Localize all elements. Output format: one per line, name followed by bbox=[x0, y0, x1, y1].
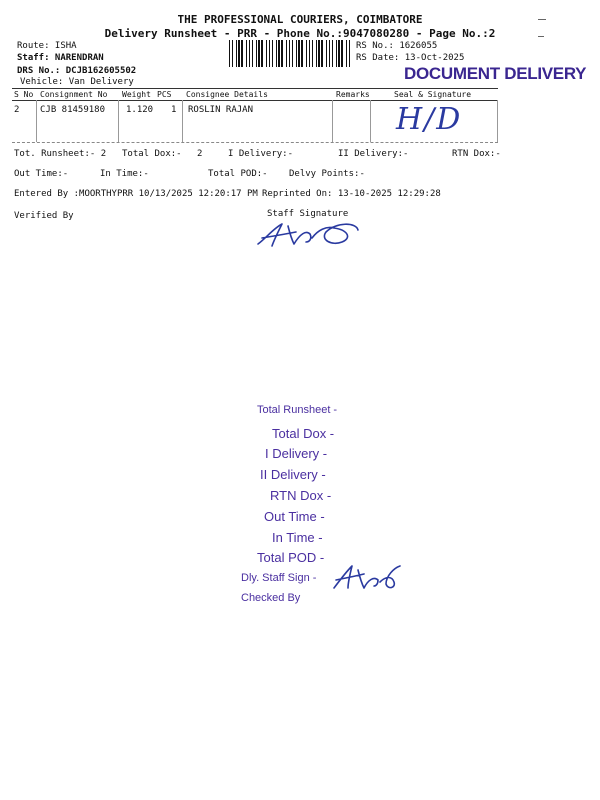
runsheet-title: Delivery Runsheet - PRR - Phone No.:9047080280 - Page No.:2 bbox=[104, 27, 496, 40]
stamp-total-dox: Total Dox - bbox=[272, 426, 335, 441]
barcode-bar bbox=[301, 40, 303, 67]
route: Route: ISHA bbox=[17, 41, 77, 51]
ii-delivery: II Delivery:- bbox=[338, 149, 409, 159]
verified-by: Verified By bbox=[14, 211, 74, 221]
delvy-points: Delvy Points:- bbox=[289, 169, 365, 179]
barcode-bar bbox=[249, 40, 250, 67]
barcode-bar bbox=[246, 40, 247, 67]
col-header-remarks: Remarks bbox=[336, 90, 370, 99]
in-time: In Time:- bbox=[100, 169, 149, 179]
stamp-total-runsheet: Total Runsheet - bbox=[257, 404, 338, 416]
col-header-weight: Weight bbox=[122, 90, 151, 99]
barcode-bar bbox=[272, 40, 273, 67]
rs-date: RS Date: 13-Oct-2025 bbox=[356, 53, 465, 63]
i-delivery: I Delivery:- bbox=[228, 149, 294, 159]
table-bottom-rule bbox=[12, 142, 498, 143]
col-divider bbox=[332, 100, 333, 142]
vehicle: Vehicle: Van Delivery bbox=[20, 77, 134, 87]
barcode-bar bbox=[336, 40, 337, 67]
col-divider bbox=[36, 100, 37, 142]
company-name: THE PROFESSIONAL COURIERS, COIMBATORE bbox=[177, 13, 423, 26]
col-header-sno: S No bbox=[14, 90, 34, 99]
barcode-bar bbox=[341, 40, 343, 67]
barcode-bar bbox=[236, 40, 237, 67]
barcode-bar bbox=[346, 40, 347, 67]
barcode-bar bbox=[321, 40, 323, 67]
document-delivery-stamp: DOCUMENT DELIVERY bbox=[404, 64, 587, 83]
barcode-bar bbox=[349, 40, 350, 67]
row-sno: 2 bbox=[14, 105, 20, 115]
entered-by: Entered By :MOORTHYPRR 10/13/2025 12:20:17 PM bbox=[14, 189, 258, 199]
barcode-bar bbox=[312, 40, 313, 67]
barcode-bar bbox=[289, 40, 290, 67]
barcode-bar bbox=[261, 40, 263, 67]
barcode bbox=[228, 40, 352, 67]
drs-number: DRS No.: DCJB162605502 bbox=[17, 66, 137, 76]
barcode-bar bbox=[309, 40, 310, 67]
barcode-bar bbox=[338, 40, 340, 67]
barcode-bar bbox=[329, 40, 330, 67]
staff: Staff: NARENDRAN bbox=[17, 53, 104, 63]
barcode-bar bbox=[276, 40, 277, 67]
col-header-consignment: Consignment No bbox=[40, 90, 108, 99]
barcode-bar bbox=[326, 40, 327, 67]
barcode-bar bbox=[266, 40, 267, 67]
reprinted-on: Reprinted On: 13-10-2025 12:29:28 bbox=[262, 189, 441, 199]
barcode-bar bbox=[296, 40, 297, 67]
rs-number: RS No.: 1626055 bbox=[356, 41, 438, 51]
barcode-bar bbox=[256, 40, 257, 67]
barcode-bar bbox=[238, 40, 240, 67]
stamp-total-pod: Total POD - bbox=[257, 550, 325, 565]
table-top-rule bbox=[12, 88, 498, 89]
col-divider bbox=[497, 100, 498, 142]
col-header-consignee: Consignee Details bbox=[186, 90, 268, 99]
out-time: Out Time:- bbox=[14, 169, 69, 179]
stamp-out-time: Out Time - bbox=[264, 509, 325, 524]
barcode-bar bbox=[306, 40, 307, 67]
total-dox-label: Total Dox:- bbox=[122, 149, 182, 159]
dly-staff-signature bbox=[330, 562, 404, 594]
total-pod: Total POD:- bbox=[208, 169, 268, 179]
barcode-bar bbox=[269, 40, 270, 67]
staff-signature bbox=[252, 216, 364, 252]
barcode-bar bbox=[298, 40, 300, 67]
col-divider bbox=[182, 100, 183, 142]
barcode-bar bbox=[258, 40, 260, 67]
barcode-bar bbox=[229, 40, 230, 67]
barcode-bar bbox=[241, 40, 243, 67]
col-divider bbox=[118, 100, 119, 142]
stamp-checked-by: Checked By bbox=[241, 592, 301, 604]
col-header-pcs: PCS bbox=[157, 90, 172, 99]
barcode-bar bbox=[318, 40, 320, 67]
handwritten-hd: H/D bbox=[396, 102, 463, 137]
col-header-seal: Seal & Signature bbox=[394, 90, 472, 99]
staff-signature-label: Staff Signature bbox=[267, 209, 349, 219]
tot-runsheet: Tot. Runsheet:- 2 bbox=[14, 149, 107, 159]
stamp-ii-delivery: II Delivery - bbox=[260, 467, 326, 482]
barcode-bar bbox=[286, 40, 287, 67]
corner-mark bbox=[538, 36, 544, 37]
corner-mark bbox=[538, 19, 546, 20]
barcode-bar bbox=[316, 40, 317, 67]
barcode-bar bbox=[292, 40, 293, 67]
stamp-dly-staff-sign: Dly. Staff Sign - bbox=[241, 572, 317, 584]
row-consignee: ROSLIN RAJAN bbox=[188, 105, 254, 115]
row-weight: 1.120 bbox=[126, 105, 154, 115]
stamp-rtn-dox: RTN Dox - bbox=[270, 488, 332, 503]
row-consignment: CJB 81459180 bbox=[40, 105, 106, 115]
rtn-dox: RTN Dox:- bbox=[452, 149, 501, 159]
stamp-in-time: In Time - bbox=[272, 530, 323, 545]
barcode-bar bbox=[252, 40, 253, 67]
total-dox-value: 2 bbox=[197, 149, 203, 159]
row-pcs: 1 bbox=[171, 105, 177, 115]
table-header-rule bbox=[12, 100, 498, 101]
barcode-bar bbox=[278, 40, 280, 67]
stamp-i-delivery: I Delivery - bbox=[265, 446, 328, 461]
barcode-bar bbox=[281, 40, 283, 67]
barcode-bar bbox=[332, 40, 333, 67]
barcode-bar bbox=[232, 40, 233, 67]
col-divider bbox=[370, 100, 371, 142]
